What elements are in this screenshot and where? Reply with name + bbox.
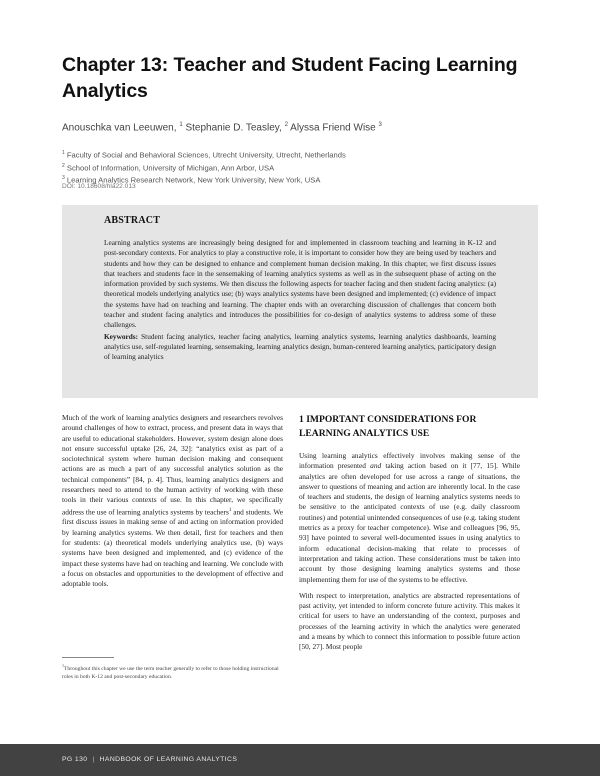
page-number: PG 130 bbox=[62, 756, 88, 763]
abstract-paragraph: Learning analytics systems are increasingly being designed for and implemented in classroom teaching and learning in K-12 and post-secondary contexts. For analytics to play a constructive role, it is important to consider how they are being used by teachers and students and how they can be designed to enhance and complement human decision making. In this chapter, we first discuss issues that teachers and students face in the sensemaking of learning analytics systems as well as in the subsequent phase of acting on the information provided by such systems. We then discuss the following aspects for teacher facing and then student facing analytics: (a) theoretical models underlying analytics use; (b) ways analytics systems have been designed and implemented; (c) evidence of impact the systems have had on teaching and learning. The chapter ends with an overarching discussion of challenges that concern both teacher and student facing analytics and introduces the possibilities for co-design of analytics systems to address some of these challenges. bbox=[104, 238, 496, 330]
body-paragraph bbox=[62, 413, 283, 589]
footnote-text: Throughout this chapter we use the term teacher generally to refer to those holding instructional roles in both K-12 and post-secondary education. bbox=[62, 665, 279, 680]
author-affiliation-marker: 2 bbox=[284, 122, 288, 128]
footnote-marker[interactable]: 1 bbox=[228, 507, 232, 513]
affiliation-text: Learning Analytics Research Network, New York University, New York, USA bbox=[66, 175, 321, 185]
body-text: Much of the work of learning analytics designers and researchers revolves around challenges of how to extract, process, and present data in ways that are useful to educational stakeholders. However, system design alone does not ensure successful uptake [26, 24, 32]: “analytics exist as part of a sociotechnical system where human decision making and consequent actions are as much a part of any successful analytics solution as the technical components” [84, p. 4]. Thus, learning analytics designers and researchers need to attend to the human activity of working with these tools in their various contexts of use. In this chapter, we specifically address the use of learning analytics systems by teachers bbox=[62, 413, 283, 517]
body-text: and students. We first discuss issues in making sense of and acting on information provided by learning analytics systems. We then detail, first for teachers and then for students: (a) theoretical models underlying analytics use, (b) ways systems have been designed and implemented, and (c) evidence of the impact these systems have had on teaching and learning. We conclude with a focus on obstacles and opportunities to the development of effective and adoptable tools. bbox=[62, 507, 283, 589]
section-heading: 1 IMPORTANT CONSIDERATIONS FOR LEARNING ANALYTICS USE bbox=[299, 414, 477, 439]
author-name: Alyssa Friend Wise bbox=[290, 122, 376, 134]
keywords bbox=[104, 332, 496, 363]
book-title: HANDBOOK OF LEARNING ANALYTICS bbox=[99, 756, 238, 763]
body-text: taking action based on it [77, 15]. While analytics are often developed for use across a range of situations, the answer to questions of meaning and action are inherently local. In the case of teachers and students, the design of learning analytics systems needs to be sensitive to the anticipated contexts of use (e.g. daily classroom routines) and potential unintended consequences of use (e.g. taking student metrics as a proxy for teacher competence). Wise and colleagues [96, 95, 93] have pointed to several well-documented issues in using analytics to inform educational decision-making that relate to processes of interpretation and taking action. These considerations must be taken into account by those designing learning analytics systems and those implementing them for use of the systems to be effective. bbox=[299, 461, 520, 584]
body-paragraph bbox=[299, 451, 520, 585]
footnote-number: 1 bbox=[62, 663, 64, 668]
author-list bbox=[62, 119, 542, 134]
keywords-label: Keywords: bbox=[104, 331, 139, 341]
affiliation-marker: 1 bbox=[62, 150, 65, 156]
footer bbox=[62, 756, 237, 763]
affiliation-list bbox=[62, 148, 542, 186]
affiliation-marker: 2 bbox=[62, 162, 65, 169]
footer-separator: | bbox=[92, 756, 95, 763]
author-name: Anouschka van Leeuwen, bbox=[62, 122, 177, 134]
abstract-body bbox=[104, 238, 496, 363]
footnote-divider bbox=[62, 657, 114, 658]
emphasis: and bbox=[370, 461, 382, 471]
chapter-title: Chapter 13: Teacher and Student Facing Learning Analytics bbox=[62, 54, 518, 102]
author-name: Stephanie D. Teasley, bbox=[185, 122, 282, 134]
author-affiliation-marker: 3 bbox=[378, 122, 382, 128]
keywords-text: Student facing analytics, teacher facing analytics, learning analytics systems, learning analytics dashboards, learning analytics use, self-regulated learning, sensemaking, learning analytics design, human-centered learning analytics, participatory design of learning analytics bbox=[104, 331, 497, 362]
body-text: Using learning analytics effectively involves making sense of the information presented bbox=[299, 451, 520, 471]
affiliation-marker: 3 bbox=[62, 175, 65, 182]
abstract-heading: ABSTRACT bbox=[104, 215, 161, 226]
footnote bbox=[62, 662, 283, 681]
affiliation-text: Faculty of Social and Behavioral Sciences, Utrecht University, Utrecht, Netherlands bbox=[66, 150, 346, 160]
affiliation bbox=[62, 148, 542, 161]
author-affiliation-marker: 1 bbox=[179, 122, 183, 128]
right-column bbox=[299, 413, 520, 659]
affiliation-text: School of Information, University of Michigan, Ann Arbor, USA bbox=[66, 163, 275, 173]
body-paragraph: With respect to interpretation, analytics are abstracted representations of past activity, yet intended to inform concrete future activity. This makes it critical for users to have an understanding of the context, purposes and processes of the learning activity in which the analytics were generated and a means by which to connect this information to possible future action [50, 27]. Most people bbox=[299, 590, 520, 652]
doi-link[interactable]: DOI: 10.18608/hla22.013 bbox=[62, 183, 136, 190]
affiliation bbox=[62, 161, 542, 174]
left-column bbox=[62, 413, 283, 589]
